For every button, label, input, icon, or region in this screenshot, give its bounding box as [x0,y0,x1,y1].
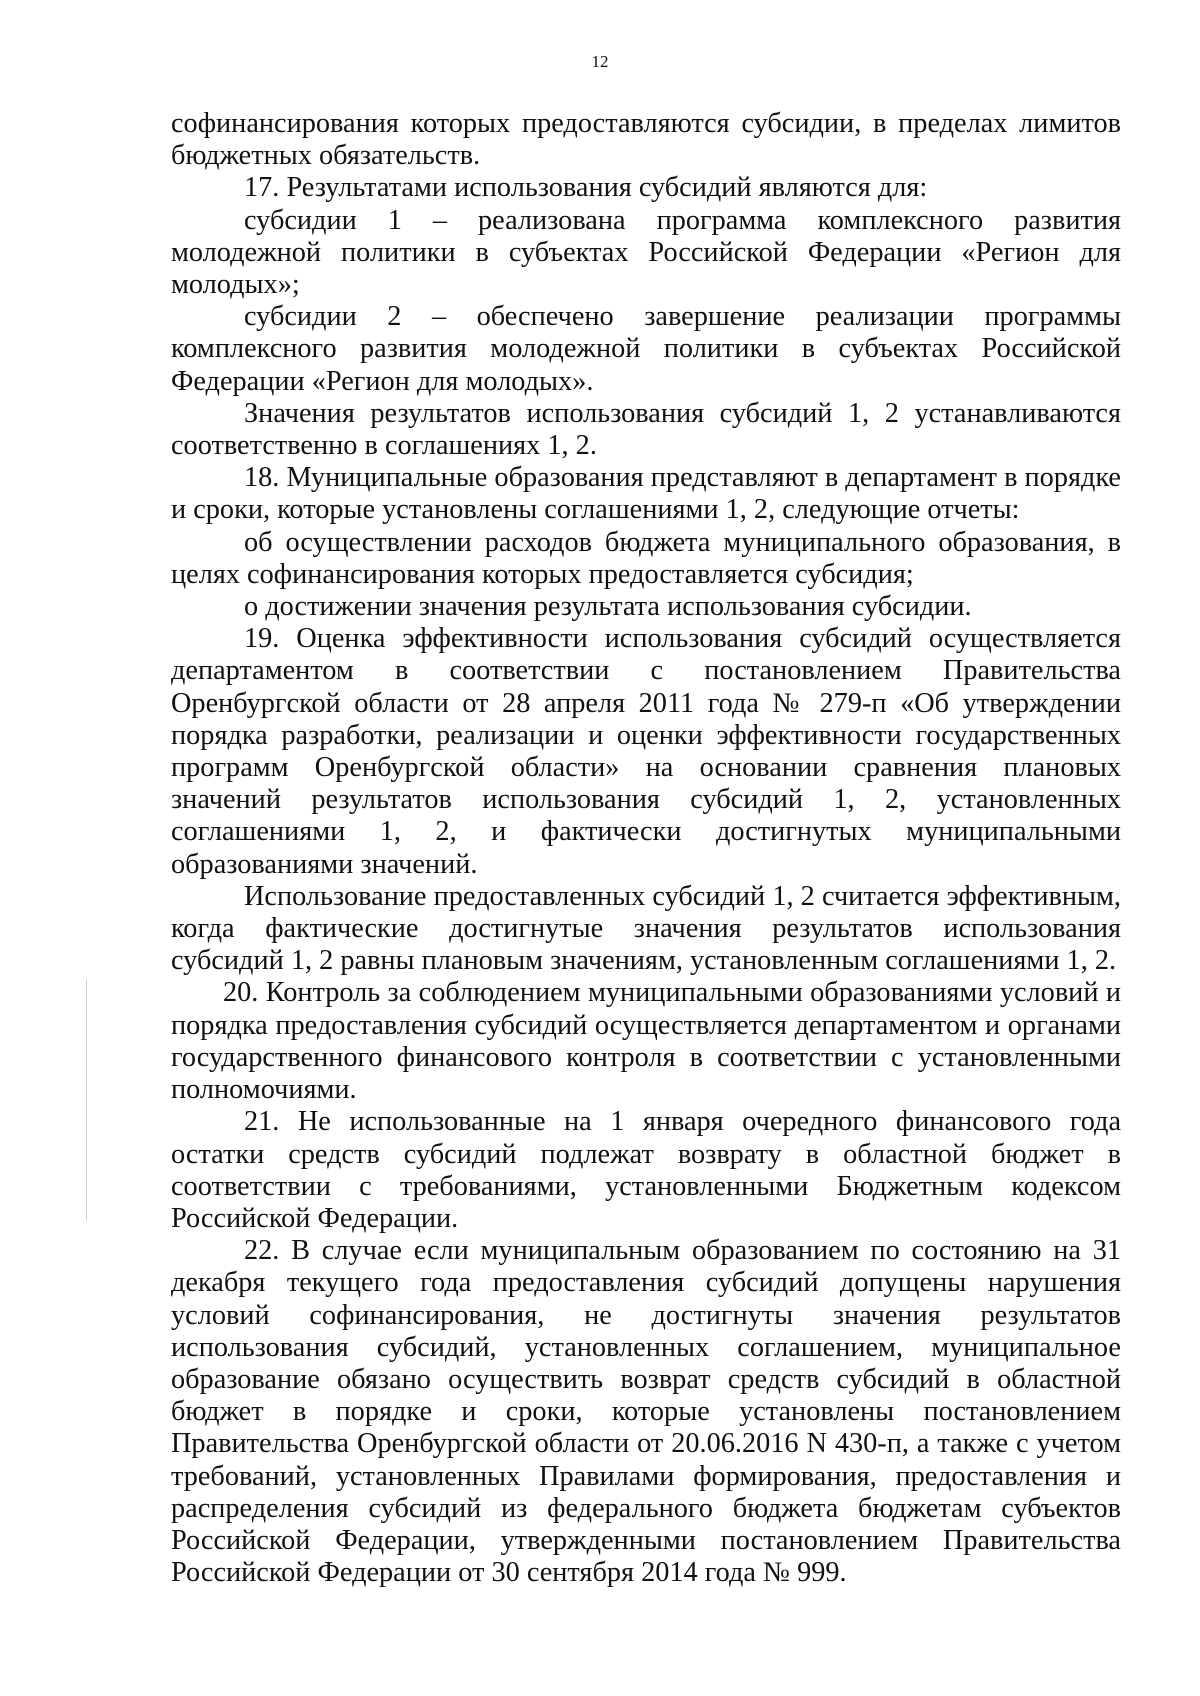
paragraph-item-21: 21. Не использованные на 1 января очередного финансового года остатки средств субсидий подлежат возврату в областной бюджет в соответствии с требованиями, установленными Бюджетным кодексом Российской Федерации. [171,1106,1121,1234]
paragraph-item-17: 17. Результатами использования субсидий являются для: [244,172,928,204]
paragraph-report-expenses: об осуществлении расходов бюджета муниципального образования, в целях софинансирования которых предоставляется субсидия; [171,526,1121,590]
paragraph-subsidy-1-result: субсидии 1 – реализована программа комплексного развития молодежной политики в субъектах Российской Федерации «Регион для молодых»; [171,204,1121,301]
paragraph-result-values: Значения результатов использования субсидий 1, 2 устанавливаются соответственно в соглашениях 1, 2. [171,397,1121,462]
document-body [171,108,1121,1589]
paragraph-subsidy-2-result: субсидии 2 – обеспечено завершение реализации программы комплексного развития молодежной политики в субъектах Российской Федерации «Регион для молодых». [171,301,1121,397]
paragraph-item-19: 19. Оценка эффективности использования субсидий осуществляется департаментом в соответствии с постановлением Правительства Оренбургской области от 28 апреля 2011 года № 279-п «Об утверждении порядка разработки, реализации и оценки эффективности государственных программ Оренбургской области» на основании сравнения плановых значений результатов использования субсидий 1, 2, установленных соглашениями 1, 2, и фактически достигнутых муниципальными образованиями значений. [171,623,1121,880]
paragraph-item-22: 22. В случае если муниципальным образованием по состоянию на 31 декабря текущего года предоставления субсидий допущены нарушения условий софинансирования, не достигнуты значения результатов использования субсидий, установленных соглашением, муниципальное образование обязано осуществить возврат средств субсидий в областной бюджет в порядке и сроки, которые установлены постановлением Правительства Оренбургской области от 20.06.2016 N 430-п, а также с учетом требований, установленных Правилами формирования, предоставления и распределения субсидий из федерального бюджета бюджетам субъектов Российской Федерации, утвержденными постановлением Правительства Российской Федерации от 30 сентября 2014 года № 999. [171,1235,1121,1589]
paragraph-item-18: 18. Муниципальные образования представляют в департамент в порядке и сроки, которые установлены соглашениями 1, 2, следующие отчеты: [171,462,1121,526]
page-number: 12 [591,52,609,71]
scan-edge-mark [86,980,87,1220]
paragraph-continuation: софинансирования которых предоставляются субсидии, в пределах лимитов бюджетных обязательств. [171,108,1121,172]
paragraph-report-achievement: о достижении значения результата использования субсидии. [244,591,972,623]
paragraph-efficiency: Использование предоставленных субсидий 1, 2 считается эффективным, когда фактические достигнутые значения результатов использования субсидий 1, 2 равны плановым значениям, установленным соглашениями 1, 2. [171,880,1121,977]
paragraph-item-20: 20. Контроль за соблюдением муниципальными образованиями условий и порядка предоставления субсидий осуществляется департаментом и органами государственного финансового контроля в соответствии с установленными полномочиями. [171,977,1121,1106]
